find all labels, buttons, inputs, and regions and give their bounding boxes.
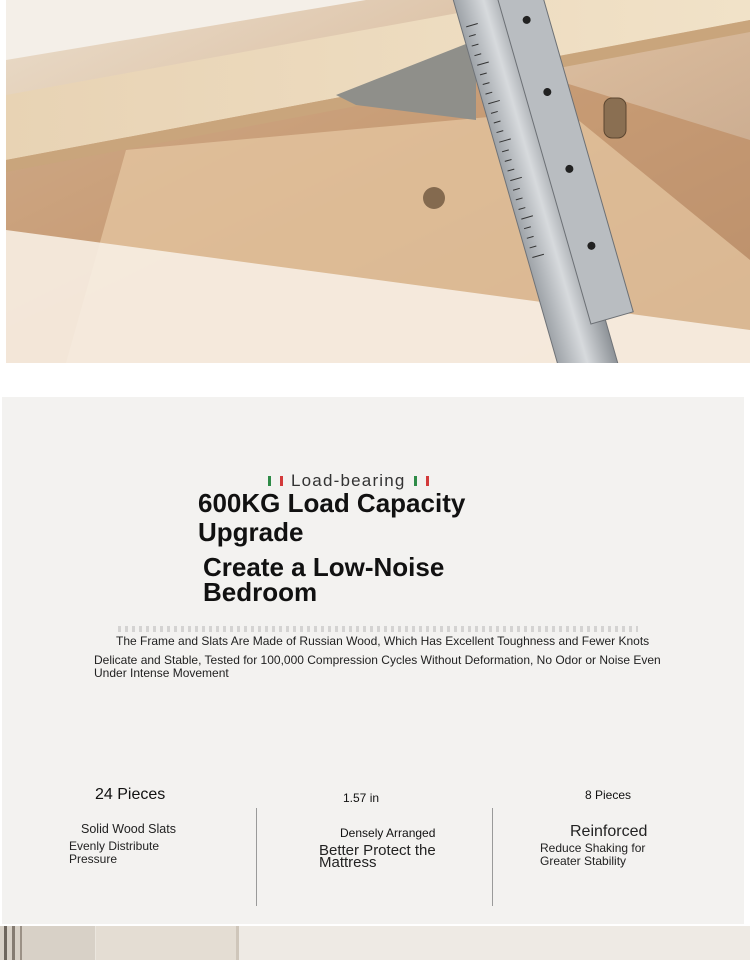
stat-value-spacing: 1.57 in (343, 791, 380, 805)
badge-text: Load-bearing (291, 471, 406, 490)
flag-green-stripe (414, 476, 417, 486)
faded-text-decoration (118, 626, 638, 632)
flag-red-stripe (280, 476, 283, 486)
stat-value-reinforced: 8 Pieces (585, 788, 632, 802)
stat-label-slats: Solid Wood Slats (81, 822, 176, 836)
headline: 600KG Load Capacity Upgrade (198, 488, 466, 547)
subheadline: Create a Low-Noise Bedroom (203, 552, 445, 607)
stat-label-spacing: Densely Arranged (340, 826, 436, 840)
stat-desc-reinforced: Reduce Shaking for Greater Stability (540, 841, 646, 868)
stat-desc-spacing: Better Protect the Mattress (319, 842, 436, 871)
flag-red-stripe (426, 476, 429, 486)
description-line-2: Delicate and Stable, Tested for 100,000 Compression Cycles Without Deformation, No Odor or Noise Even Under Intense Movement (94, 653, 661, 680)
flag-icon (268, 476, 283, 486)
caliper-photo (6, 0, 750, 363)
stat-value-slats: 24 Pieces (95, 786, 166, 803)
flag-green-stripe (268, 476, 271, 486)
description-line-1: The Frame and Slats Are Made of Russian Wood, Which Has Excellent Toughness and Fewer Knots (116, 634, 650, 648)
stat-label-reinforced: Reinforced (570, 823, 648, 840)
stat-divider (256, 808, 257, 906)
flag-icon (414, 476, 429, 486)
bedroom-photo (0, 926, 750, 960)
stat-desc-slats: Evenly Distribute Pressure (69, 839, 160, 866)
stat-divider (492, 808, 493, 906)
